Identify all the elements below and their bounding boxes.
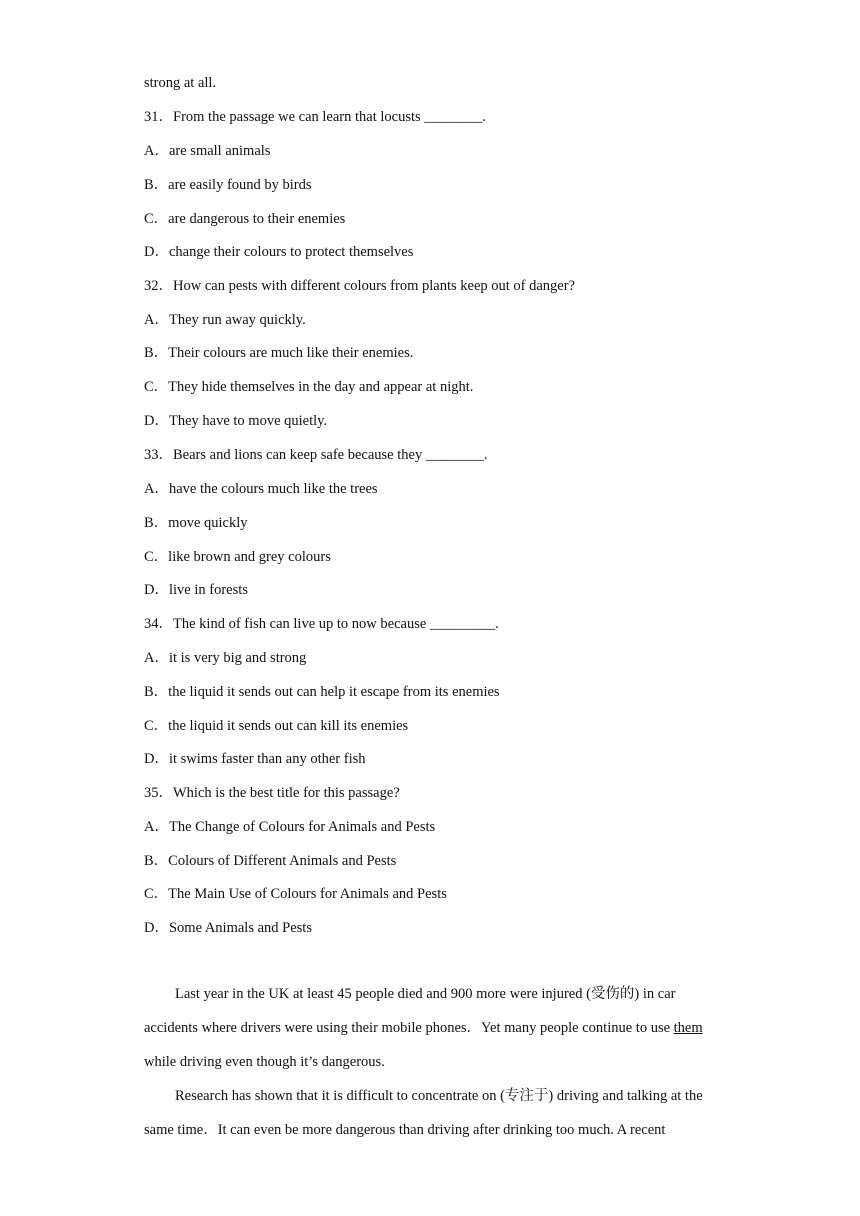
question-31-stem: 31．From the passage we can learn that locusts ________. <box>144 109 486 125</box>
question-31-option-b: B．are easily found by birds <box>144 177 312 193</box>
question-34-option-b: B．the liquid it sends out can help it escape from its enemies <box>144 684 500 700</box>
question-33-option-b: B．move quickly <box>144 515 248 531</box>
passage-paragraph-1 <box>144 978 716 1079</box>
underlined-word: them <box>673 1019 703 1036</box>
question-32-option-c: C．They hide themselves in the day and appear at night. <box>144 379 474 395</box>
continuation-text: strong at all. <box>144 75 217 91</box>
question-33-stem: 33．Bears and lions can keep safe because they ________. <box>144 447 488 463</box>
passage-p1-text: Last year in the UK at least 45 people died and 900 more were injured (受伤的) in car accidents where drivers were using their mobile phones．Yet many people continue to use <box>144 986 676 1036</box>
passage-p1-text-end: while driving even though it’s dangerous. <box>144 1053 385 1070</box>
question-31-option-d: D．change their colours to protect themselves <box>144 244 414 260</box>
question-34-option-a: A．it is very big and strong <box>144 650 307 666</box>
question-32-option-a: A．They run away quickly. <box>144 312 306 328</box>
question-32-option-d: D．They have to move quietly. <box>144 413 328 429</box>
question-32-stem: 32．How can pests with different colours from plants keep out of danger? <box>144 278 575 294</box>
question-34-option-c: C．the liquid it sends out can kill its enemies <box>144 718 409 734</box>
question-35-option-c: C．The Main Use of Colours for Animals and Pests <box>144 886 447 902</box>
question-34-stem: 34．The kind of fish can live up to now because _________. <box>144 616 499 632</box>
question-33-option-a: A．have the colours much like the trees <box>144 481 378 497</box>
question-35-option-a: A．The Change of Colours for Animals and Pests <box>144 819 436 835</box>
question-34-option-d: D．it swims faster than any other fish <box>144 751 366 767</box>
passage-paragraph-2: Research has shown that it is difficult to concentrate on (专注于) driving and talking at the same time．It can even be more dangerous than driving after drinking too much. A recent <box>144 1088 703 1138</box>
question-31-option-a: A．are small animals <box>144 143 271 159</box>
question-32-option-b: B．Their colours are much like their enemies. <box>144 345 414 361</box>
question-35-option-d: D．Some Animals and Pests <box>144 920 312 936</box>
question-33-option-d: D．live in forests <box>144 582 248 598</box>
question-31-option-c: C．are dangerous to their enemies <box>144 211 346 227</box>
question-33-option-c: C．like brown and grey colours <box>144 549 331 565</box>
question-35-option-b: B．Colours of Different Animals and Pests <box>144 853 397 869</box>
question-35-stem: 35．Which is the best title for this passage? <box>144 785 400 801</box>
